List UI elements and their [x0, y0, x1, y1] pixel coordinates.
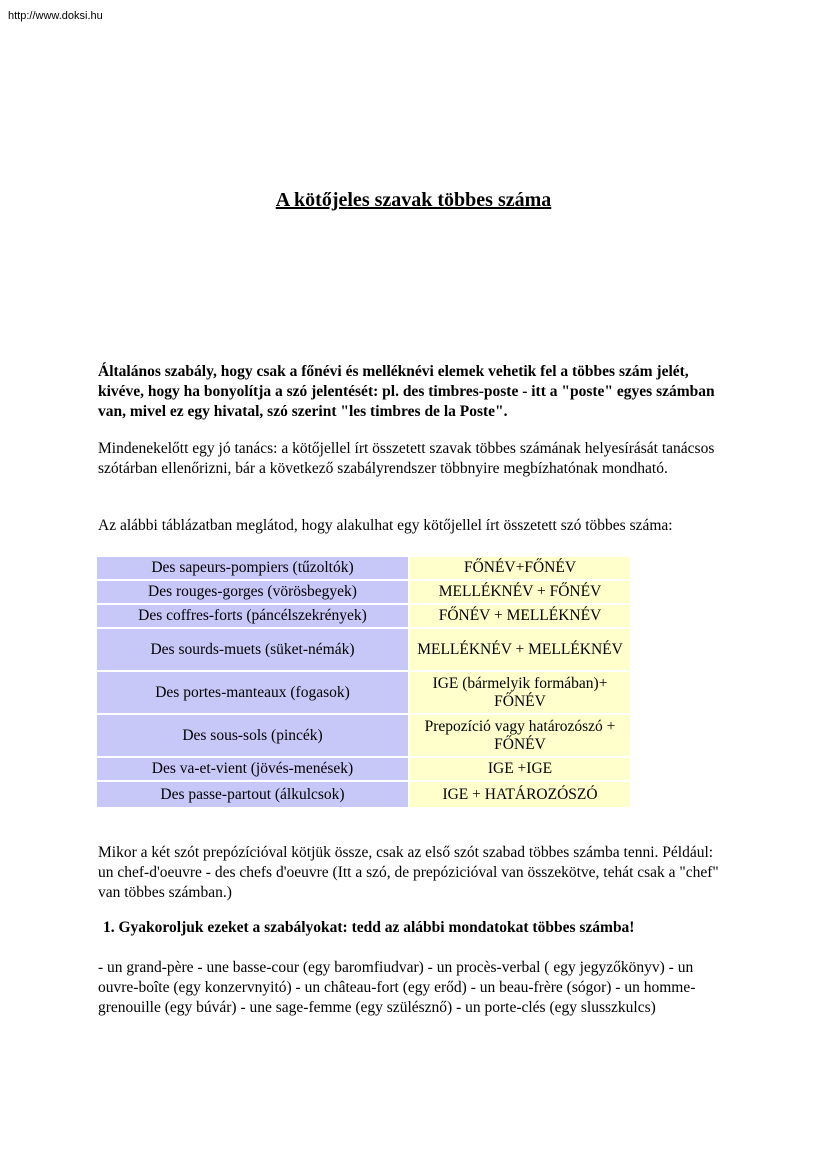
advice-paragraph: Mindenekelőtt egy jó tanács: a kötőjellel írt összetett szavak többes számának helyesírását tanácsos szótárban ellenőrizni, bár a következő szabályrendszer többnyire megbízhatónak mondható. — [98, 440, 715, 477]
source-url[interactable]: http://www.doksi.hu — [8, 10, 103, 22]
table-row — [97, 557, 630, 579]
example-cell: Des portes-manteaux (fogasok) — [97, 672, 408, 713]
table-row — [97, 629, 630, 670]
rule-cell: FŐNÉV + MELLÉKNÉV — [410, 605, 630, 627]
plural-rules-table — [95, 555, 632, 809]
table-row — [97, 672, 630, 713]
example-cell: Des rouges-gorges (vörösbegyek) — [97, 581, 408, 603]
general-rule-paragraph: Általános szabály, hogy csak a főnévi és melléknévi elemek vehetik fel a többes szám jelét, kivéve, hogy ha bonyolítja a szó jelentését: pl. des timbres-poste - itt a "poste" egyes számban van, mivel ez egy hivatal, szó szerint "les timbres de la Poste". — [98, 363, 715, 420]
exercise-word-list: - un grand-père - une basse-cour (egy baromfiudvar) - un procès-verbal ( egy jegyzőkönyv) - un ouvre-boîte (egy konzervnyitó) - un château-fort (egy erőd) - un beau-frère (sógor) - un homme-grenouille (egy búvár) - une sage-femme (egy szülésznő) - un porte-clés (egy slusszkulcs) — [98, 959, 696, 1016]
table-row — [97, 581, 630, 603]
rule-cell: IGE + HATÁROZÓSZÓ — [410, 782, 630, 807]
page-title: A kötőjeles szavak többes száma — [275, 189, 552, 211]
example-cell: Des sapeurs-pompiers (tűzoltók) — [97, 557, 408, 579]
exercise-heading: 1. Gyakoroljuk ezeket a szabályokat: tedd az alábbi mondatokat többes számba! — [103, 919, 635, 936]
example-cell: Des passe-partout (álkulcsok) — [97, 782, 408, 807]
rule-cell: FŐNÉV+FŐNÉV — [410, 557, 630, 579]
rule-cell: MELLÉKNÉV + MELLÉKNÉV — [410, 629, 630, 670]
table-row — [97, 715, 630, 756]
rule-cell: IGE (bármelyik formában)+ FŐNÉV — [410, 672, 630, 713]
example-cell: Des sourds-muets (süket-némák) — [97, 629, 408, 670]
table-row — [97, 782, 630, 807]
example-cell: Des va-et-vient (jövés-menések) — [97, 758, 408, 780]
rule-cell: IGE +IGE — [410, 758, 630, 780]
preposition-paragraph: Mikor a két szót prepózícióval kötjük össze, csak az első szót szabad többes számba tenni. Például: un chef-d'oeuvre - des chefs d'oeuvre (Itt a szó, de prepózicióval van összekötve, tehát csak a "chef" van többes számban.) — [98, 844, 719, 901]
table-intro-paragraph: Az alábbi táblázatban meglátod, hogy alakulhat egy kötőjellel írt összetett szó többes száma: — [98, 517, 673, 534]
rule-cell: Prepozíció vagy határozószó + FŐNÉV — [410, 715, 630, 756]
table-row — [97, 605, 630, 627]
rule-cell: MELLÉKNÉV + FŐNÉV — [410, 581, 630, 603]
table-row — [97, 758, 630, 780]
example-cell: Des coffres-forts (páncélszekrények) — [97, 605, 408, 627]
example-cell: Des sous-sols (pincék) — [97, 715, 408, 756]
